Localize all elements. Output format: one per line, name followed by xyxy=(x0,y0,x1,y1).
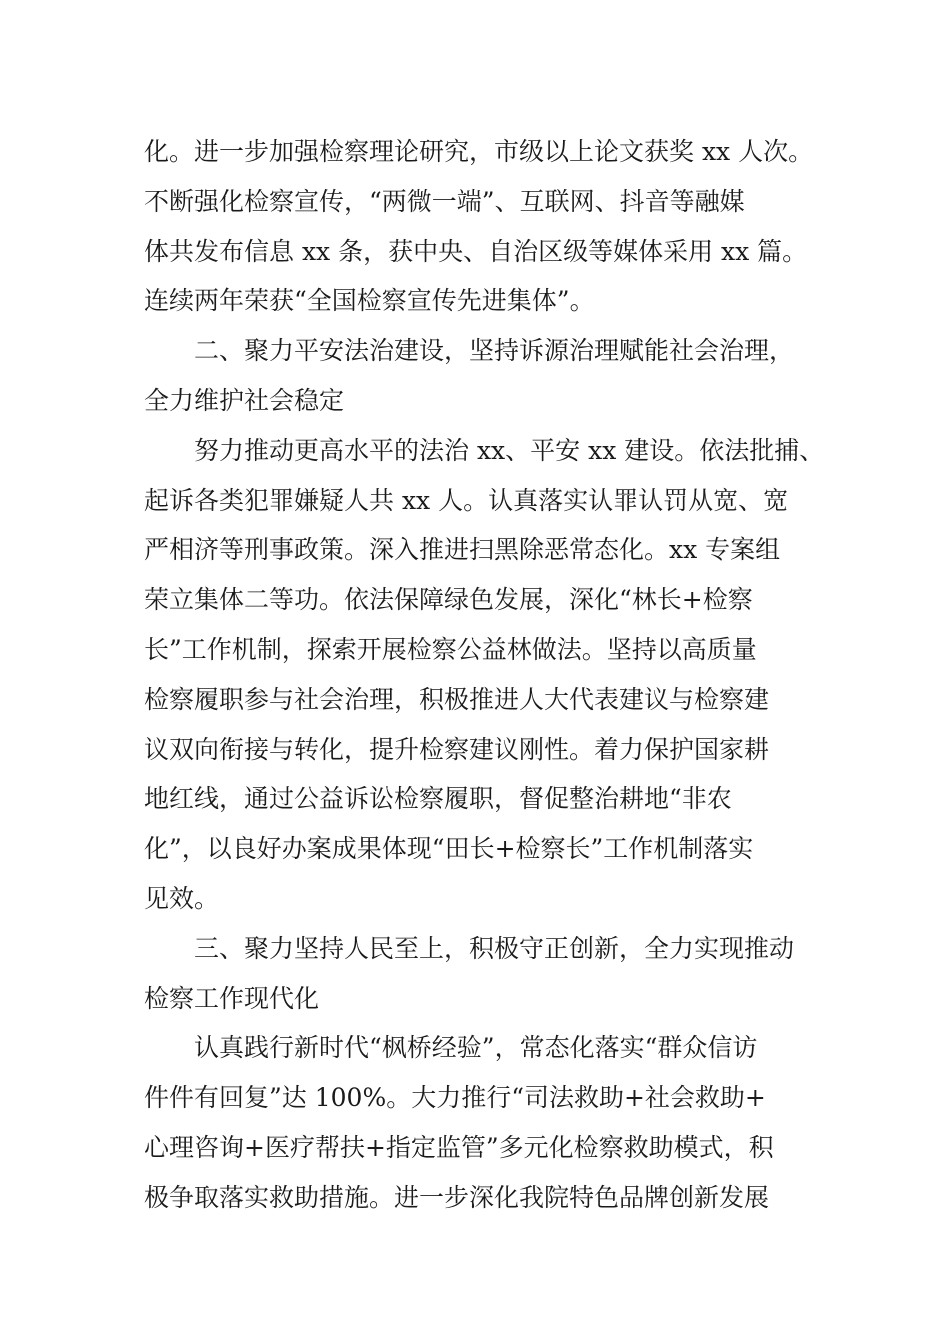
text-line: 不断强化检察宣传，“两微一端”、互联网、抖音等融媒 xyxy=(144,186,745,216)
section-heading-line: 检察工作现代化 xyxy=(144,983,320,1013)
text-line: 议双向衔接与转化，提升检察建议刚性。着力保护国家耕 xyxy=(144,734,770,764)
text-line: 起诉各类犯罪嫌疑人共 xx 人。认真落实认罪认罚从宽、宽 xyxy=(144,485,789,515)
text-line: 荣立集体二等功。依法保障绿色发展，深化“林长+检察 xyxy=(144,585,753,615)
text-line: 件件有回复”达 100%。大力推行“司法救助+社会救助+ xyxy=(144,1083,766,1113)
text-line: 化。进一步加强检察理论研究，市级以上论文获奖 xx 人次。 xyxy=(144,137,814,166)
text-line: 长”工作机制，探索开展检察公益林做法。坚持以高质量 xyxy=(144,634,757,664)
section-heading-line: 二、聚力平安法治建设，坚持诉源治理赋能社会治理， xyxy=(144,336,795,366)
text-line: 心理咨询+医疗帮扶+指定监管”多元化检察救助模式，积 xyxy=(144,1132,774,1162)
text-line: 连续两年荣获“全国检察宣传先进集体”。 xyxy=(144,286,595,316)
section-heading-line: 三、聚力坚持人民至上，积极守正创新，全力实现推动 xyxy=(144,933,795,963)
text-line: 极争取落实救助措施。进一步深化我院特色品牌创新发展 xyxy=(144,1182,770,1212)
text-line: 严相济等刑事政策。深入推进扫黑除恶常态化。xx 专案组 xyxy=(144,535,781,565)
text-line: 体共发布信息 xx 条，获中央、自治区级等媒体采用 xx 篇。 xyxy=(144,236,808,266)
text-line: 见效。 xyxy=(144,883,220,913)
text-line: 检察履职参与社会治理，积极推进人大代表建议与检察建 xyxy=(144,684,770,714)
text-line: 地红线，通过公益诉讼检察履职，督促整治耕地“非农 xyxy=(144,784,732,814)
text-line: 认真践行新时代“枫桥经验”，常态化落实“群众信访 xyxy=(144,1033,758,1063)
text-line: 努力推动更高水平的法治 xx、平安 xx 建设。依法批捕、 xyxy=(144,435,825,465)
document-body xyxy=(144,127,824,1223)
section-heading-line: 全力维护社会稳定 xyxy=(144,385,345,415)
text-line: 化”，以良好办案成果体现“田长+检察长”工作机制落实 xyxy=(144,834,754,864)
